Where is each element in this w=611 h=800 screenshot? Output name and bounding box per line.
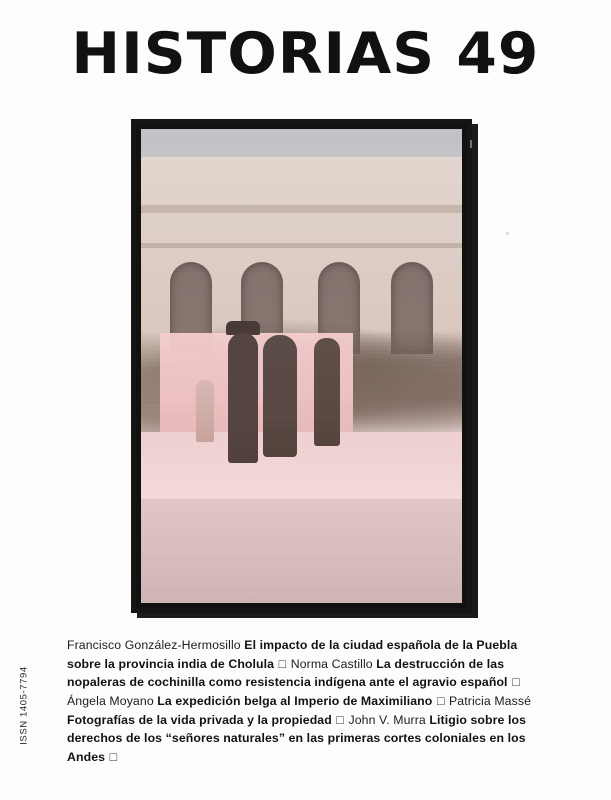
contents-author: Francisco González-Hermosillo [67, 638, 241, 652]
photo-grain [141, 129, 462, 603]
contents-separator: □ [436, 694, 445, 709]
cover-photo [141, 129, 462, 603]
contents-title: El impacto de la ciudad española de la Puebla sobre la provincia india de Cholula [67, 638, 518, 671]
contents-separator: □ [109, 750, 118, 765]
contents-author: Norma Castillo [290, 656, 373, 671]
cover-photo-frame [131, 119, 472, 613]
contents-separator: □ [278, 656, 287, 671]
contents-title: Litigio sobre los derechos de los “señores naturales” en las primeras cortes coloniales en los Andes [67, 712, 527, 765]
issn-label: ISSN 1405-7794 [18, 666, 30, 745]
masthead [0, 21, 611, 87]
contents-separator: □ [336, 712, 344, 727]
contents-blurb [67, 636, 537, 767]
scan-speck [506, 232, 509, 235]
contents-author: Patricia Massé [449, 694, 532, 709]
contents-title: La expedición belga al Imperio de Maximiliano [157, 694, 433, 709]
contents-author: John V. Murra [348, 712, 426, 727]
contents-separator: □ [512, 675, 520, 690]
contents-title: La destrucción de las nopaleras de cochinilla como resistencia indígena ante el agravio español [67, 656, 508, 690]
contents-author: Ángela Moyano [67, 694, 154, 709]
contents-title: Fotografías de la vida privada y la propiedad [67, 712, 332, 727]
scan-speck [470, 140, 472, 148]
page-title: HISTORIAS 49 [71, 21, 540, 87]
